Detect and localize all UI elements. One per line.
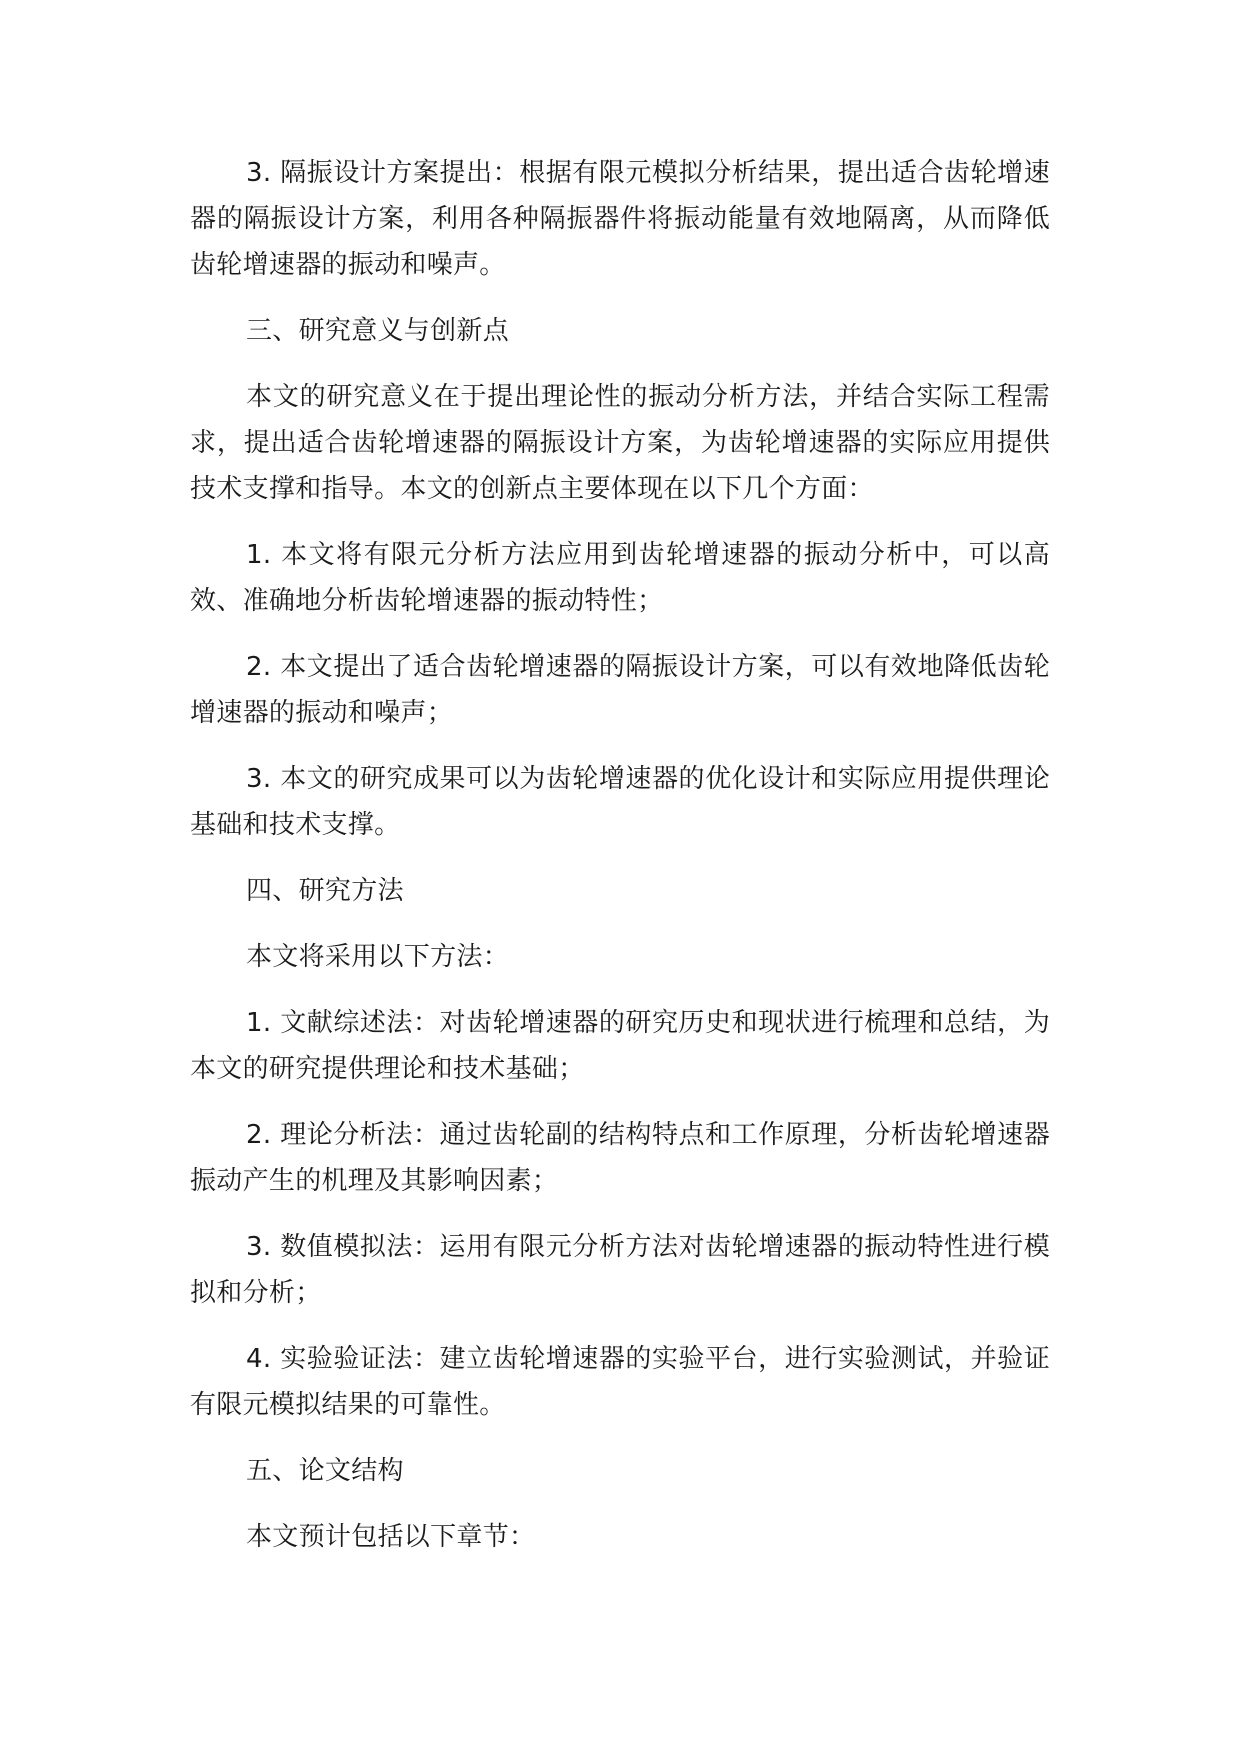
innovation-item-1: 1. 本文将有限元分析方法应用到齿轮增速器的振动分析中，可以高效、准确地分析齿轮增速器的振动特性； (190, 540, 1050, 616)
paragraph-structure-intro: 本文预计包括以下章节： (246, 1522, 536, 1552)
paragraph-methods-intro: 本文将采用以下方法： (246, 942, 510, 972)
method-item-2: 2. 理论分析法：通过齿轮副的结构特点和工作原理，分析齿轮增速器振动产生的机理及其影响因素； (190, 1120, 1050, 1196)
document-body (190, 150, 1050, 1580)
paragraph-isolation-design: 3. 隔振设计方案提出：根据有限元模拟分析结果，提出适合齿轮增速器的隔振设计方案，利用各种隔振器件将振动能量有效地隔离，从而降低齿轮增速器的振动和噪声。 (190, 158, 1050, 280)
method-item-4: 4. 实验验证法：建立齿轮增速器的实验平台，进行实验测试，并验证有限元模拟结果的可靠性。 (190, 1344, 1050, 1420)
section-heading-structure: 五、论文结构 (246, 1456, 404, 1486)
method-item-3: 3. 数值模拟法：运用有限元分析方法对齿轮增速器的振动特性进行模拟和分析； (190, 1232, 1050, 1308)
paragraph-significance: 本文的研究意义在于提出理论性的振动分析方法，并结合实际工程需求，提出适合齿轮增速器的隔振设计方案，为齿轮增速器的实际应用提供技术支撑和指导。本文的创新点主要体现在以下几个方面： (190, 382, 1050, 504)
section-heading-methods: 四、研究方法 (246, 876, 404, 906)
innovation-item-2: 2. 本文提出了适合齿轮增速器的隔振设计方案，可以有效地降低齿轮增速器的振动和噪声； (190, 652, 1050, 728)
section-heading-significance: 三、研究意义与创新点 (246, 316, 510, 346)
innovation-item-3: 3. 本文的研究成果可以为齿轮增速器的优化设计和实际应用提供理论基础和技术支撑。 (190, 764, 1050, 840)
method-item-1: 1. 文献综述法：对齿轮增速器的研究历史和现状进行梳理和总结，为本文的研究提供理论和技术基础； (190, 1008, 1050, 1084)
